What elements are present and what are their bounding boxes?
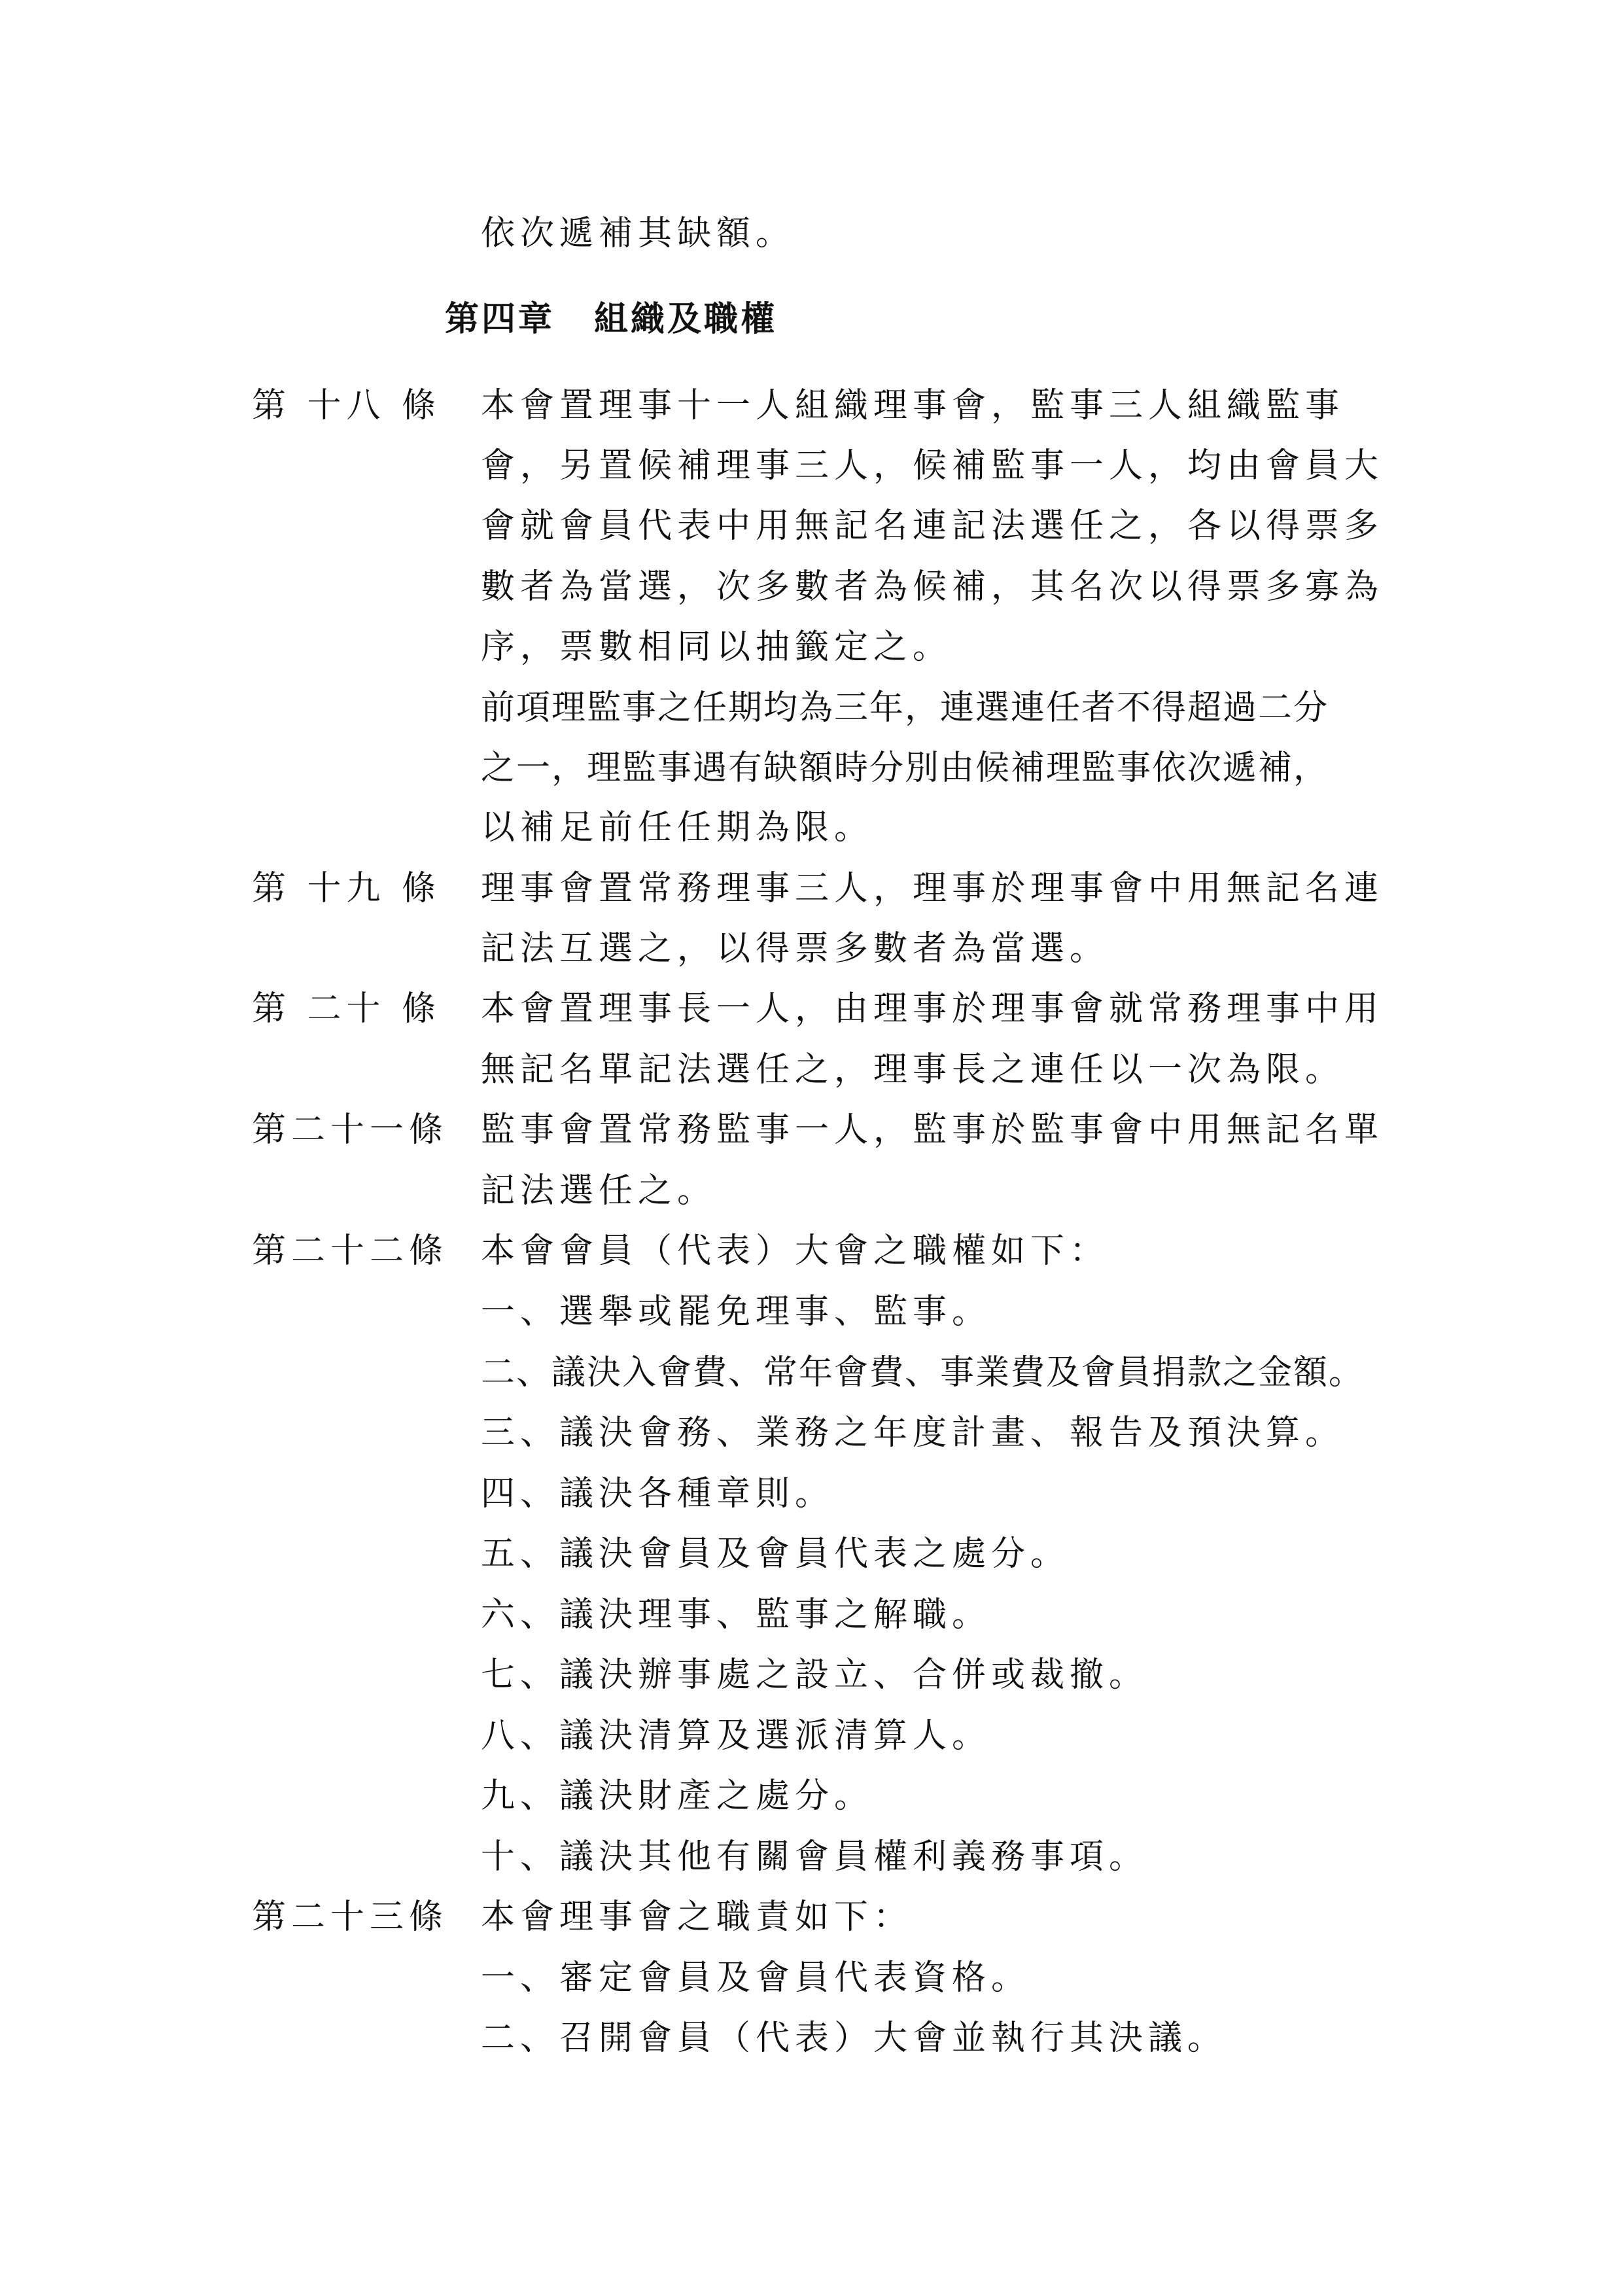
article-line: 本會會員（代表）大會之職權如下： bbox=[481, 1231, 1109, 1271]
article-line: 以補足前任任期為限。 bbox=[481, 808, 874, 847]
list-item: 六、議決理事、監事之解職。 bbox=[481, 1595, 992, 1634]
chapter-heading bbox=[445, 298, 777, 340]
article-label: 第二十一條 bbox=[252, 1110, 449, 1150]
list-item: 八、議決清算及選派清算人。 bbox=[481, 1716, 992, 1756]
article-label: 第 二十 條 bbox=[252, 989, 442, 1029]
list-item: 一、選舉或罷免理事、監事。 bbox=[481, 1292, 992, 1332]
list-item: 九、議決財產之處分。 bbox=[481, 1776, 874, 1816]
article-line: 本會置理事十一人組織理事會，監事三人組織監事 bbox=[481, 386, 1345, 425]
article-line: 會就會員代表中用無記名連記法選任之，各以得票多 bbox=[481, 506, 1384, 546]
list-item: 一、審定會員及會員代表資格。 bbox=[481, 1958, 1031, 1998]
article-line: 無記名單記法選任之，理事長之連任以一次為限。 bbox=[481, 1050, 1345, 1089]
list-item: 七、議決辦事處之設立、合併或裁撤。 bbox=[481, 1655, 1149, 1695]
article-line: 本會置理事長一人，由理事於理事會就常務理事中用 bbox=[481, 989, 1384, 1029]
list-item: 三、議決會務、業務之年度計畫、報告及預決算。 bbox=[481, 1413, 1345, 1453]
article-label: 第二十三條 bbox=[252, 1898, 449, 1937]
article-line: 記法選任之。 bbox=[481, 1171, 717, 1210]
list-item: 二、召開會員（代表）大會並執行其決議。 bbox=[481, 2019, 1227, 2058]
article-label: 第二十二條 bbox=[252, 1231, 449, 1271]
chapter-number: 第四章 bbox=[445, 299, 555, 339]
list-item: 四、議決各種章則。 bbox=[481, 1474, 835, 1513]
continuation-line: 依次遞補其缺額。 bbox=[481, 214, 795, 253]
article-label: 第 十九 條 bbox=[252, 869, 442, 908]
article-line: 數者為當選，次多數者為候補，其名次以得票多寡為 bbox=[481, 567, 1384, 607]
article-line: 監事會置常務監事一人，監事於監事會中用無記名單 bbox=[481, 1110, 1384, 1150]
list-item: 十、議決其他有關會員權利義務事項。 bbox=[481, 1837, 1149, 1877]
article-line: 理事會置常務理事三人，理事於理事會中用無記名連 bbox=[481, 869, 1384, 908]
article-line: 記法互選之，以得票多數者為當選。 bbox=[481, 929, 1109, 968]
list-item: 五、議決會員及會員代表之處分。 bbox=[481, 1534, 1070, 1574]
article-line: 本會理事會之職責如下： bbox=[481, 1898, 913, 1937]
article-line: 序，票數相同以抽籤定之。 bbox=[481, 627, 952, 667]
article-label: 第 十八 條 bbox=[252, 386, 442, 425]
article-line: 之一，理監事遇有缺額時分別由候補理監事依次遞補， bbox=[481, 749, 1329, 788]
chapter-title: 組織及職權 bbox=[594, 299, 778, 339]
article-line: 會，另置候補理事三人，候補監事一人，均由會員大 bbox=[481, 446, 1384, 486]
article-line: 前項理監事之任期均為三年，連選連任者不得超過二分 bbox=[481, 688, 1329, 728]
list-item: 二、議決入會費、常年會費、事業費及會員捐款之金額。 bbox=[481, 1353, 1365, 1392]
